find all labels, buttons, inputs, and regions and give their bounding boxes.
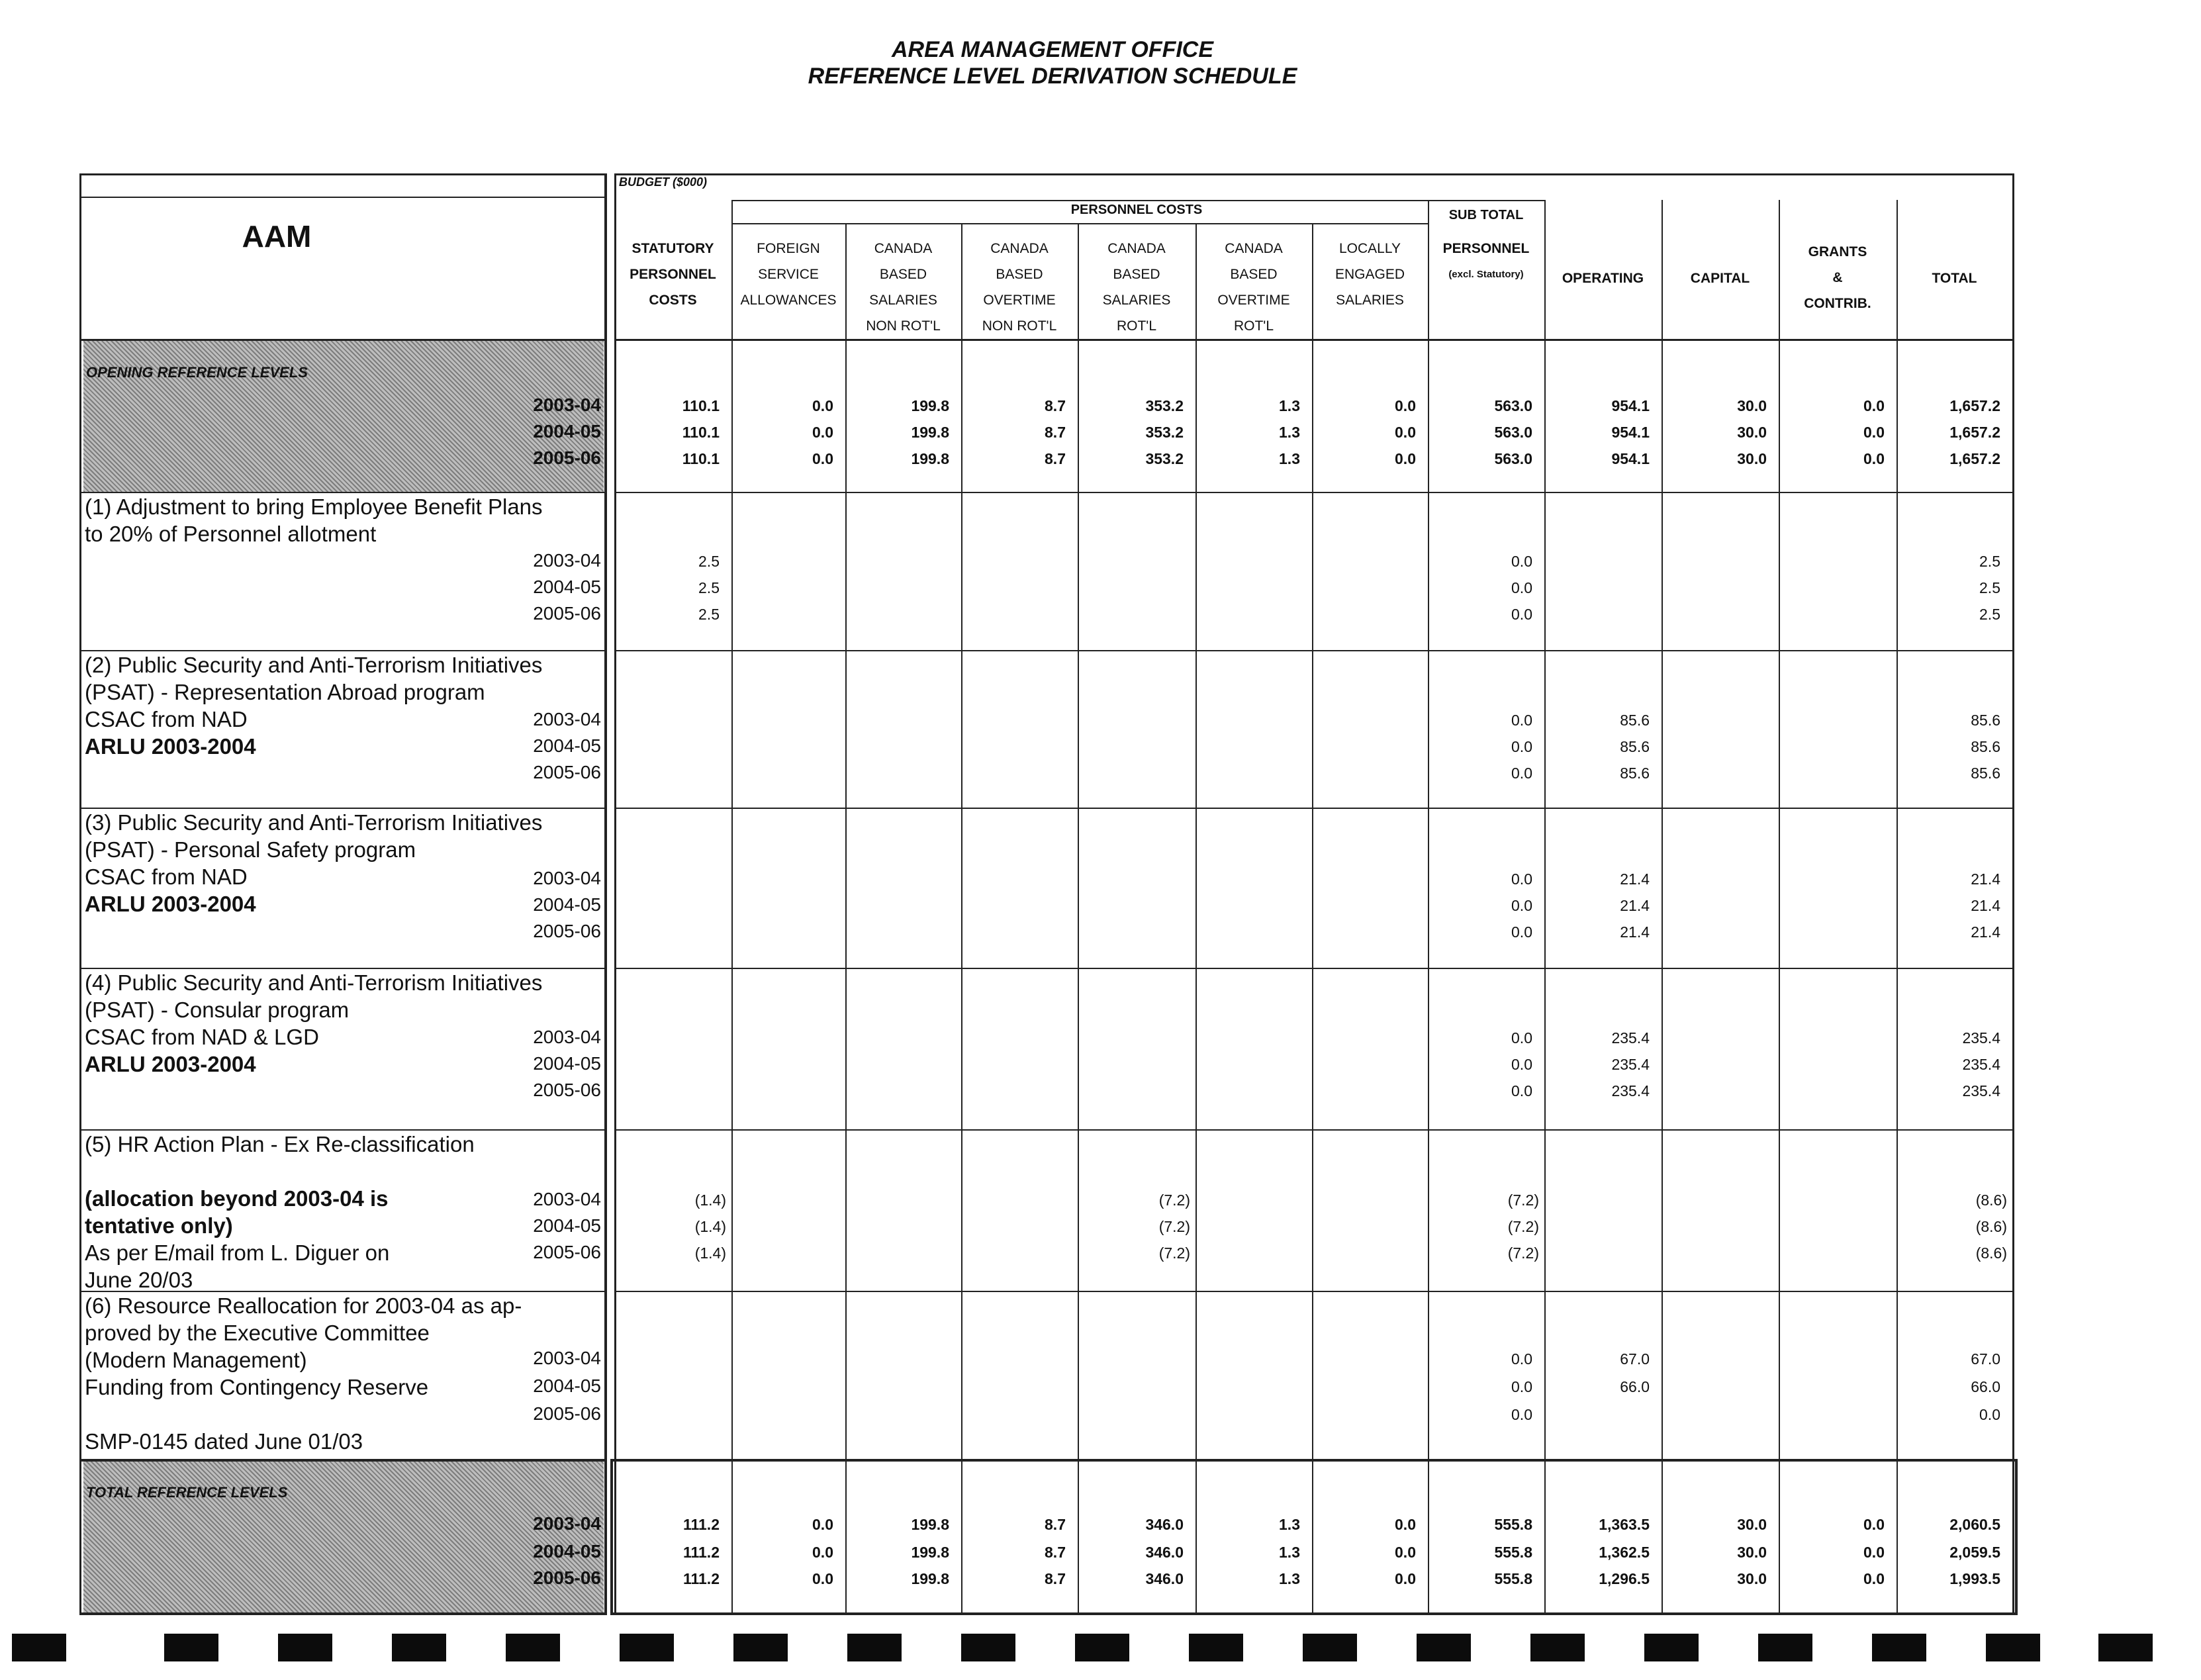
column-header: ROT'L [1116,318,1157,334]
column-header: CANADA [1107,241,1166,256]
value-cell: 110.1 [682,424,720,441]
value-cell: 111.2 [682,1544,720,1561]
section-label: As per E/mail from L. Diguer on [85,1240,390,1265]
registration-mark [733,1634,788,1661]
value-cell: 21.4 [1620,897,1650,914]
value-cell: 0.0 [1979,1406,2000,1423]
column-header: CAPITAL [1690,271,1750,286]
registration-mark [1758,1634,1812,1661]
value-cell: 353.2 [1145,424,1184,441]
section-label: SMP-0145 dated June 01/03 [85,1429,363,1454]
value-cell: 0.0 [1511,579,1532,596]
value-cell: 2.5 [1979,553,2000,570]
value-cell: 353.2 [1145,450,1184,467]
value-cell: 2.5 [1979,606,2000,623]
section-label: CSAC from NAD & LGD [85,1025,319,1049]
column-header: SALARIES [869,293,937,308]
value-cell: 1.3 [1279,1516,1300,1533]
section-label: ARLU 2003-2004 [85,1052,256,1076]
value-cell: 0.0 [1511,606,1532,623]
value-cell: 199.8 [911,1516,949,1533]
year-label: 2003-04 [533,1348,601,1368]
value-cell: 0.0 [812,397,833,414]
year-label: 2005-06 [533,921,601,941]
value-cell: 30.0 [1737,1516,1767,1533]
value-cell: 0.0 [812,424,833,441]
value-cell: 235.4 [1962,1029,2000,1047]
value-cell: 235.4 [1962,1056,2000,1073]
rule [614,339,2012,341]
value-cell: 85.6 [1620,738,1650,755]
year-label: 2004-05 [533,1053,601,1074]
year-label: 2003-04 [533,868,601,888]
value-cell: 199.8 [911,1570,949,1587]
value-cell: 67.0 [1971,1350,2000,1368]
column-header: STATUTORY [632,241,714,256]
registration-mark [1644,1634,1699,1661]
section-label: June 20/03 [85,1268,193,1292]
rule [79,1459,604,1462]
year-label: 2004-05 [533,1215,601,1236]
value-cell: 85.6 [1620,712,1650,729]
rule [79,197,604,198]
registration-mark [1872,1634,1926,1661]
section-label: (PSAT) - Consular program [85,998,350,1022]
value-cell: 555.8 [1494,1516,1532,1533]
value-cell: 0.0 [1863,450,1885,467]
value-cell: (1.4) [694,1191,726,1209]
section-label: (3) Public Security and Anti-Terrorism Initiatives [85,810,543,835]
value-cell: 199.8 [911,1544,949,1561]
unit-label: AAM [242,219,312,254]
section-label: (PSAT) - Representation Abroad program [85,680,485,704]
section-label: Funding from Contingency Reserve [85,1375,429,1399]
value-cell: 1,657.2 [1949,397,2000,414]
rule [614,492,2012,493]
section-label: ARLU 2003-2004 [85,892,256,916]
registration-mark [164,1634,218,1661]
value-cell: 30.0 [1737,1544,1767,1561]
rule [2012,173,2014,1615]
year-label: 2005-06 [533,1403,601,1424]
value-cell: 346.0 [1145,1570,1184,1587]
value-cell: 30.0 [1737,1570,1767,1587]
registration-mark [1530,1634,1585,1661]
column-header: NON ROT'L [982,318,1057,334]
personnel-costs-header: PERSONNEL COSTS [1070,203,1203,217]
section-label: (4) Public Security and Anti-Terrorism Initiatives [85,970,543,995]
value-cell: 0.0 [1511,712,1532,729]
value-cell: (8.6) [1975,1191,2007,1209]
year-label: 2003-04 [533,709,601,729]
column-header: GRANTS [1808,244,1867,259]
rule [614,650,2012,651]
value-cell: 954.1 [1611,424,1650,441]
value-cell: 1,657.2 [1949,450,2000,467]
value-cell: 0.0 [1511,738,1532,755]
value-cell: 563.0 [1494,397,1532,414]
value-cell: 2.5 [1979,579,2000,596]
registration-mark [847,1634,902,1661]
value-cell: 0.0 [1511,1056,1532,1073]
column-header: BASED [879,267,927,282]
value-cell: 346.0 [1145,1516,1184,1533]
value-cell: 235.4 [1962,1082,2000,1099]
value-cell: 1.3 [1279,1570,1300,1587]
section-label: to 20% of Personnel allotment [85,522,377,546]
value-cell: 235.4 [1611,1056,1650,1073]
year-label: 2004-05 [533,1376,601,1396]
rule [604,173,607,1615]
column-header: SERVICE [758,267,819,282]
value-cell: 0.0 [812,1544,833,1561]
value-cell: 2,059.5 [1949,1544,2000,1561]
value-cell: 0.0 [1395,1570,1416,1587]
value-cell: 555.8 [1494,1544,1532,1561]
value-cell: 954.1 [1611,450,1650,467]
value-cell: 0.0 [1511,1082,1532,1099]
column-header: BASED [1113,267,1160,282]
rule [614,1129,2012,1131]
section-label: tentative only) [85,1213,233,1238]
column-header: OPERATING [1562,271,1644,286]
value-cell: 0.0 [812,1516,833,1533]
value-cell: 21.4 [1971,923,2000,941]
rule [614,173,616,1615]
budget-label: BUDGET ($000) [619,175,708,189]
section-label: (6) Resource Reallocation for 2003-04 as ap- [85,1293,522,1318]
registration-mark [506,1634,560,1661]
value-cell: 199.8 [911,397,949,414]
value-cell: 0.0 [1511,553,1532,570]
value-cell: 0.0 [1511,870,1532,888]
column-header: FOREIGN [757,241,820,256]
section-label: proved by the Executive Committee [85,1321,430,1345]
column-header: NON ROT'L [866,318,941,334]
value-cell: 0.0 [1511,765,1532,782]
value-cell: (7.2) [1158,1244,1190,1262]
value-cell: 8.7 [1045,1516,1066,1533]
value-cell: (7.2) [1507,1218,1539,1235]
value-cell: 0.0 [1511,1378,1532,1395]
rule [79,173,81,1615]
year-label: 2005-06 [533,762,601,782]
value-cell: 85.6 [1971,738,2000,755]
value-cell: (1.4) [694,1244,726,1262]
column-header: CANADA [874,241,933,256]
value-cell: 21.4 [1620,923,1650,941]
registration-mark [1417,1634,1471,1661]
value-cell: 8.7 [1045,1544,1066,1561]
section-label: (allocation beyond 2003-04 is [85,1186,389,1211]
year-label: 2005-06 [533,603,601,624]
shaded-panel [83,1459,604,1614]
column-header: ALLOWANCES [740,293,837,308]
value-cell: (7.2) [1507,1244,1539,1262]
registration-mark [392,1634,446,1661]
rule [610,1459,613,1615]
value-cell: 8.7 [1045,1570,1066,1587]
column-header: CANADA [990,241,1049,256]
section-label: ARLU 2003-2004 [85,734,256,759]
column-header: PERSONNEL [1442,241,1530,256]
value-cell: 85.6 [1971,765,2000,782]
value-cell: 21.4 [1971,897,2000,914]
year-label: 2004-05 [533,577,601,597]
column-header: TOTAL [1932,271,1977,286]
value-cell: 8.7 [1045,397,1066,414]
year-label: 2004-05 [533,1541,601,1562]
registration-mark [961,1634,1015,1661]
value-cell: 1.3 [1279,450,1300,467]
title-line-1: AREA MANAGEMENT OFFICE [891,37,1214,62]
year-label: 2003-04 [533,1513,601,1534]
value-cell: (8.6) [1975,1244,2007,1262]
value-cell: 21.4 [1620,870,1650,888]
value-cell: 0.0 [1863,424,1885,441]
value-cell: 0.0 [1511,923,1532,941]
value-cell: 111.2 [682,1570,720,1587]
column-header: BASED [1230,267,1278,282]
value-cell: 2,060.5 [1949,1516,2000,1533]
value-cell: 67.0 [1620,1350,1650,1368]
year-label: 2003-04 [533,1189,601,1209]
rule [610,1459,2016,1462]
value-cell: 1.3 [1279,1544,1300,1561]
value-cell: 0.0 [1395,1544,1416,1561]
rule [79,1612,604,1615]
registration-mark [1075,1634,1129,1661]
value-cell: 85.6 [1620,765,1650,782]
value-cell: 0.0 [1395,397,1416,414]
column-header: & [1832,270,1843,285]
column-header: COSTS [649,293,697,308]
rule [614,1291,2012,1292]
value-cell: 0.0 [1863,397,1885,414]
value-cell: 1,296.5 [1599,1570,1650,1587]
rule [614,808,2012,809]
year-label: 2003-04 [533,395,601,415]
value-cell: 0.0 [1395,450,1416,467]
column-header: (excl. Statutory) [1448,269,1524,280]
column-header: BASED [996,267,1043,282]
value-cell: 1.3 [1279,397,1300,414]
column-header: ENGAGED [1335,267,1405,282]
registration-mark [1303,1634,1357,1661]
section-label: CSAC from NAD [85,707,248,731]
value-cell: 85.6 [1971,712,2000,729]
value-cell: (1.4) [694,1218,726,1235]
value-cell: 110.1 [682,397,720,414]
value-cell: 0.0 [1395,1516,1416,1533]
year-label: 2005-06 [533,1567,601,1588]
value-cell: 1,657.2 [1949,424,2000,441]
column-header: SALARIES [1102,293,1171,308]
value-cell: 66.0 [1620,1378,1650,1395]
section-label: (1) Adjustment to bring Employee Benefit Plans [85,494,543,519]
year-label: 2005-06 [533,447,601,468]
value-cell: 110.1 [682,450,720,467]
value-cell: (7.2) [1158,1191,1190,1209]
section-label: (2) Public Security and Anti-Terrorism Initiatives [85,653,543,677]
year-label: 2003-04 [533,550,601,571]
value-cell: (8.6) [1975,1218,2007,1235]
sub-total-header: SUB TOTAL [1448,208,1524,222]
value-cell: 0.0 [1395,424,1416,441]
year-label: 2004-05 [533,735,601,756]
registration-mark [278,1634,332,1661]
column-header: CANADA [1225,241,1283,256]
column-header: OVERTIME [1217,293,1290,308]
value-cell: 2.5 [698,606,720,623]
value-cell: 0.0 [1863,1570,1885,1587]
rule [79,173,604,175]
value-cell: 30.0 [1737,450,1767,467]
value-cell: 0.0 [812,1570,833,1587]
rule [614,968,2012,969]
section-label: (5) HR Action Plan - Ex Re-classification [85,1132,475,1156]
value-cell: 66.0 [1971,1378,2000,1395]
section-label: (PSAT) - Personal Safety program [85,837,416,862]
column-header: CONTRIB. [1804,296,1871,311]
value-cell: 0.0 [1863,1516,1885,1533]
value-cell: 555.8 [1494,1570,1532,1587]
value-cell: 2.5 [698,579,720,596]
registration-mark [12,1634,66,1661]
year-label: 2005-06 [533,1242,601,1262]
value-cell: 235.4 [1611,1082,1650,1099]
value-cell: 353.2 [1145,397,1184,414]
value-cell: 563.0 [1494,450,1532,467]
registration-mark [1986,1634,2040,1661]
value-cell: 0.0 [1511,1406,1532,1423]
year-label: 2003-04 [533,1027,601,1047]
rule [2015,1459,2018,1615]
section-label: OPENING REFERENCE LEVELS [86,364,308,381]
value-cell: 199.8 [911,424,949,441]
value-cell: 2.5 [698,553,720,570]
value-cell: (7.2) [1507,1191,1539,1209]
registration-mark [1189,1634,1243,1661]
section-label: (Modern Management) [85,1348,307,1372]
rule [614,173,2012,175]
rule [79,339,604,341]
year-label: 2005-06 [533,1080,601,1100]
column-header: OVERTIME [983,293,1056,308]
column-header: PERSONNEL [630,267,716,282]
value-cell: 1,993.5 [1949,1570,2000,1587]
value-cell: 30.0 [1737,424,1767,441]
section-label: TOTAL REFERENCE LEVELS [86,1484,288,1501]
rule [731,223,1428,224]
registration-mark [620,1634,674,1661]
value-cell: 1,363.5 [1599,1516,1650,1533]
section-label: CSAC from NAD [85,864,248,889]
value-cell: 8.7 [1045,450,1066,467]
value-cell: 199.8 [911,450,949,467]
value-cell: 346.0 [1145,1544,1184,1561]
value-cell: 0.0 [1863,1544,1885,1561]
value-cell: 111.2 [682,1516,720,1533]
value-cell: 30.0 [1737,397,1767,414]
value-cell: 954.1 [1611,397,1650,414]
value-cell: 0.0 [812,450,833,467]
rule [610,1612,2016,1615]
year-label: 2004-05 [533,894,601,915]
value-cell: (7.2) [1158,1218,1190,1235]
column-header: SALARIES [1336,293,1404,308]
title-line-2: REFERENCE LEVEL DERIVATION SCHEDULE [808,64,1297,89]
value-cell: 235.4 [1611,1029,1650,1047]
value-cell: 8.7 [1045,424,1066,441]
value-cell: 1.3 [1279,424,1300,441]
value-cell: 563.0 [1494,424,1532,441]
column-header: ROT'L [1233,318,1274,334]
column-header: LOCALLY [1339,241,1401,256]
year-label: 2004-05 [533,421,601,442]
value-cell: 0.0 [1511,897,1532,914]
registration-mark [2098,1634,2153,1661]
value-cell: 21.4 [1971,870,2000,888]
value-cell: 0.0 [1511,1350,1532,1368]
value-cell: 1,362.5 [1599,1544,1650,1561]
value-cell: 0.0 [1511,1029,1532,1047]
